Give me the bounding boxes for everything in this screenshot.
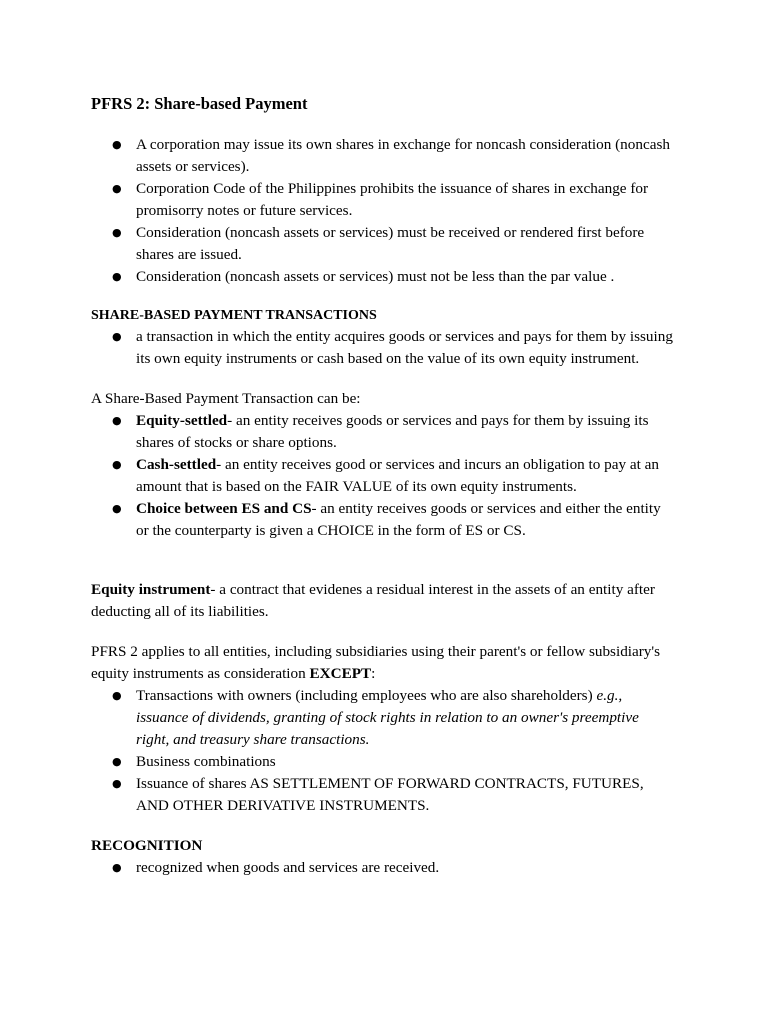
- except-keyword: EXCEPT: [309, 665, 372, 682]
- equity-instrument-definition: Equity instrument- a contract that evidenes a residual interest in the assets of an entity after deducting all of its liabilities.: [91, 581, 655, 620]
- list-item: ● Cash-settled- an entity receives good or services and incurs an obligation to pay at an amount that is based on the FAIR VALUE of its own equity instruments.: [112, 456, 659, 495]
- term-equity-settled: Equity-settled: [136, 412, 228, 429]
- list-item: ● Consideration (noncash assets or services) must not be less than the par value .: [91, 266, 674, 288]
- sbpt-bullet-list: [91, 326, 768, 370]
- bullet-icon: ●: [112, 138, 122, 151]
- sbpt-heading: SHARE-BASED PAYMENT TRANSACTIONS: [91, 308, 377, 323]
- list-item: ● Business combinations: [91, 751, 674, 773]
- scope-exception-list: [91, 685, 768, 817]
- list-item: ● recognized when goods and services are received.: [91, 857, 674, 879]
- list-item: ● Choice between ES and CS- an entity receives goods or services and either the entity or the counterparty is given a CHOICE in the form of ES or CS.: [112, 500, 661, 539]
- bullet-icon: ●: [112, 226, 122, 239]
- term-cash-settled: Cash-settled: [136, 456, 217, 473]
- list-item: ● Issuance of shares AS SETTLEMENT OF FORWARD CONTRACTS, FUTURES, AND OTHER DERIVATIVE INSTRUMENTS.: [112, 775, 644, 814]
- bullet-icon: ●: [112, 270, 122, 283]
- term-equity-instrument: Equity instrument: [91, 581, 211, 598]
- bullet-icon: ●: [112, 861, 122, 874]
- bullet-icon: ●: [112, 755, 122, 768]
- list-item: ● Consideration (noncash assets or services) must be received or rendered first before shares are issued.: [112, 224, 645, 263]
- bullet-icon: ●: [112, 330, 122, 343]
- types-lead: A Share-Based Payment Transaction can be:: [91, 390, 361, 407]
- scope-lead: PFRS 2 applies to all entities, including subsidiaries using their parent's or fellow subsidiary's equity instruments as consideration EXCEPT:: [91, 643, 661, 682]
- list-item: ● a transaction in which the entity acquires goods or services and pays for them by issuing its own equity instruments or cash based on the value of its own equity instrument.: [112, 328, 673, 367]
- types-bullet-list: [91, 410, 768, 542]
- list-item: ● Transactions with owners (including employees who are also shareholders) e.g., issuance of dividends, granting of stock rights in relation to an owner's preemptive right, and treasury share transactions.: [112, 687, 639, 748]
- intro-bullet-list: [91, 134, 768, 288]
- bullet-icon: ●: [112, 689, 122, 702]
- document-title: PFRS 2: Share-based Payment: [91, 94, 308, 113]
- bullet-icon: ●: [112, 777, 122, 790]
- list-item: ● A corporation may issue its own shares in exchange for noncash consideration (noncash assets or services).: [112, 136, 670, 175]
- term-choice: Choice between ES and CS: [136, 500, 312, 517]
- bullet-icon: ●: [112, 182, 122, 195]
- bullet-icon: ●: [112, 414, 122, 427]
- list-item: ● Equity-settled- an entity receives goods or services and pays for them by issuing its shares of stocks or share options.: [112, 412, 649, 451]
- recognition-bullet-list: [91, 857, 768, 879]
- bullet-icon: ●: [112, 502, 122, 515]
- bullet-icon: ●: [112, 458, 122, 471]
- list-item: ● Corporation Code of the Philippines prohibits the issuance of shares in exchange for promisorry notes or future services.: [112, 180, 649, 219]
- recognition-heading: RECOGNITION: [91, 837, 203, 854]
